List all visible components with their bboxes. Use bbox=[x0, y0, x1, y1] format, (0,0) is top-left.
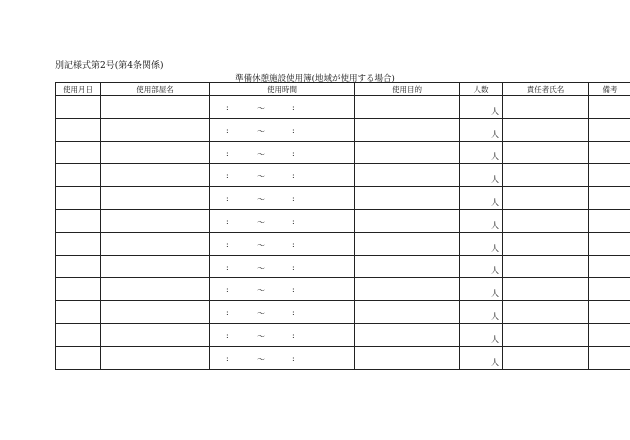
purpose-cell[interactable] bbox=[355, 301, 460, 324]
manager-cell[interactable] bbox=[503, 323, 589, 346]
count-cell[interactable] bbox=[460, 232, 503, 255]
count-cell[interactable] bbox=[460, 118, 503, 141]
count-cell[interactable] bbox=[460, 164, 503, 187]
start-time-colon: : bbox=[226, 103, 229, 112]
time-range-tilde: 〜 bbox=[257, 263, 265, 273]
manager-cell[interactable] bbox=[503, 278, 589, 301]
manager-cell[interactable] bbox=[503, 118, 589, 141]
remarks-cell[interactable] bbox=[589, 141, 630, 164]
table-row bbox=[56, 96, 630, 119]
form-number-label: 別記様式第2号(第4条関係) bbox=[55, 61, 164, 71]
date-cell[interactable] bbox=[56, 232, 101, 255]
time-cell[interactable] bbox=[210, 346, 355, 369]
manager-cell[interactable] bbox=[503, 232, 589, 255]
purpose-cell[interactable] bbox=[355, 346, 460, 369]
start-time-colon: : bbox=[226, 171, 229, 181]
purpose-cell[interactable] bbox=[355, 96, 460, 119]
table-row bbox=[56, 118, 630, 141]
start-time-colon: : bbox=[226, 125, 229, 135]
manager-cell[interactable] bbox=[503, 164, 589, 187]
date-cell[interactable] bbox=[56, 301, 101, 324]
count-unit: 人 bbox=[491, 106, 499, 116]
date-cell[interactable] bbox=[56, 209, 101, 232]
count-cell[interactable] bbox=[460, 187, 503, 210]
end-time-colon: : bbox=[292, 262, 295, 272]
table-row bbox=[56, 323, 630, 346]
remarks-cell[interactable] bbox=[589, 209, 630, 232]
start-time-colon: : bbox=[226, 308, 229, 318]
manager-cell[interactable] bbox=[503, 346, 589, 369]
purpose-cell[interactable] bbox=[355, 323, 460, 346]
time-range-tilde: 〜 bbox=[257, 217, 265, 227]
count-unit: 人 bbox=[491, 266, 499, 276]
time-cell[interactable] bbox=[210, 255, 355, 278]
manager-cell[interactable] bbox=[503, 209, 589, 232]
start-time-colon: : bbox=[226, 262, 229, 272]
time-cell[interactable] bbox=[210, 187, 355, 210]
purpose-cell[interactable] bbox=[355, 209, 460, 232]
count-cell[interactable] bbox=[460, 255, 503, 278]
end-time-colon: : bbox=[292, 194, 295, 204]
date-cell[interactable] bbox=[56, 164, 101, 187]
table-row bbox=[56, 209, 630, 232]
room-cell[interactable] bbox=[101, 187, 210, 210]
date-cell[interactable] bbox=[56, 118, 101, 141]
end-time-colon: : bbox=[292, 330, 295, 340]
header-date: 使用月日 bbox=[56, 83, 101, 96]
date-cell[interactable] bbox=[56, 141, 101, 164]
table-row bbox=[56, 346, 630, 369]
time-range-tilde: 〜 bbox=[257, 104, 265, 113]
count-unit: 人 bbox=[491, 129, 499, 139]
count-cell[interactable] bbox=[460, 323, 503, 346]
table-row bbox=[56, 278, 630, 301]
end-time-colon: : bbox=[292, 239, 295, 249]
room-cell[interactable] bbox=[101, 118, 210, 141]
end-time-colon: : bbox=[292, 148, 295, 158]
remarks-cell[interactable] bbox=[589, 323, 630, 346]
start-time-colon: : bbox=[226, 285, 229, 295]
end-time-colon: : bbox=[292, 353, 295, 363]
time-range-tilde: 〜 bbox=[257, 286, 265, 296]
purpose-cell[interactable] bbox=[355, 141, 460, 164]
start-time-colon: : bbox=[226, 239, 229, 249]
header-time: 使用時間 bbox=[210, 83, 355, 96]
manager-cell[interactable] bbox=[503, 141, 589, 164]
end-time-colon: : bbox=[292, 103, 295, 112]
table-row bbox=[56, 141, 630, 164]
count-unit: 人 bbox=[491, 220, 499, 230]
remarks-cell[interactable] bbox=[589, 232, 630, 255]
time-range-tilde: 〜 bbox=[257, 240, 265, 250]
purpose-cell[interactable] bbox=[355, 232, 460, 255]
table-row bbox=[56, 301, 630, 324]
room-cell[interactable] bbox=[101, 232, 210, 255]
count-unit: 人 bbox=[491, 311, 499, 321]
count-cell[interactable] bbox=[460, 96, 503, 119]
manager-cell[interactable] bbox=[503, 96, 589, 119]
remarks-cell[interactable] bbox=[589, 346, 630, 369]
count-unit: 人 bbox=[491, 175, 499, 185]
time-range-tilde: 〜 bbox=[257, 354, 265, 364]
header-manager: 責任者氏名 bbox=[503, 83, 589, 96]
count-cell[interactable] bbox=[460, 209, 503, 232]
count-unit: 人 bbox=[491, 243, 499, 253]
table-body bbox=[56, 96, 630, 370]
header-remarks: 備考 bbox=[589, 83, 630, 96]
end-time-colon: : bbox=[292, 308, 295, 318]
start-time-colon: : bbox=[226, 148, 229, 158]
room-cell[interactable] bbox=[101, 301, 210, 324]
start-time-colon: : bbox=[226, 353, 229, 363]
count-unit: 人 bbox=[491, 334, 499, 344]
manager-cell[interactable] bbox=[503, 187, 589, 210]
header-row bbox=[56, 83, 630, 96]
count-unit: 人 bbox=[491, 197, 499, 207]
table-row bbox=[56, 164, 630, 187]
time-range-tilde: 〜 bbox=[257, 149, 265, 159]
count-unit: 人 bbox=[491, 152, 499, 162]
remarks-cell[interactable] bbox=[589, 301, 630, 324]
remarks-cell[interactable] bbox=[589, 96, 630, 119]
count-unit: 人 bbox=[491, 357, 499, 367]
time-range-tilde: 〜 bbox=[257, 172, 265, 182]
purpose-cell[interactable] bbox=[355, 187, 460, 210]
date-cell[interactable] bbox=[56, 278, 101, 301]
date-cell[interactable] bbox=[56, 187, 101, 210]
remarks-cell[interactable] bbox=[589, 187, 630, 210]
room-cell[interactable] bbox=[101, 209, 210, 232]
table-row bbox=[56, 255, 630, 278]
room-cell[interactable] bbox=[101, 141, 210, 164]
count-cell[interactable] bbox=[460, 346, 503, 369]
time-range-tilde: 〜 bbox=[257, 331, 265, 341]
end-time-colon: : bbox=[292, 171, 295, 181]
date-cell[interactable] bbox=[56, 96, 101, 119]
header-room: 使用部屋名 bbox=[101, 83, 210, 96]
time-range-tilde: 〜 bbox=[257, 309, 265, 319]
table-row bbox=[56, 187, 630, 210]
purpose-cell[interactable] bbox=[355, 164, 460, 187]
remarks-cell[interactable] bbox=[589, 164, 630, 187]
end-time-colon: : bbox=[292, 285, 295, 295]
time-cell[interactable] bbox=[210, 301, 355, 324]
date-cell[interactable] bbox=[56, 346, 101, 369]
start-time-colon: : bbox=[226, 216, 229, 226]
date-cell[interactable] bbox=[56, 323, 101, 346]
manager-cell[interactable] bbox=[503, 301, 589, 324]
count-unit: 人 bbox=[491, 289, 499, 299]
room-cell[interactable] bbox=[101, 255, 210, 278]
room-cell[interactable] bbox=[101, 164, 210, 187]
time-range-tilde: 〜 bbox=[257, 195, 265, 205]
room-cell[interactable] bbox=[101, 278, 210, 301]
end-time-colon: : bbox=[292, 125, 295, 135]
purpose-cell[interactable] bbox=[355, 118, 460, 141]
date-cell[interactable] bbox=[56, 255, 101, 278]
purpose-cell[interactable] bbox=[355, 255, 460, 278]
count-cell[interactable] bbox=[460, 301, 503, 324]
start-time-colon: : bbox=[226, 330, 229, 340]
time-cell[interactable] bbox=[210, 323, 355, 346]
time-cell[interactable] bbox=[210, 278, 355, 301]
room-cell[interactable] bbox=[101, 96, 210, 119]
time-cell[interactable] bbox=[210, 118, 355, 141]
header-count: 人数 bbox=[460, 83, 503, 96]
time-cell[interactable] bbox=[210, 96, 355, 119]
room-cell[interactable] bbox=[101, 323, 210, 346]
start-time-colon: : bbox=[226, 194, 229, 204]
remarks-cell[interactable] bbox=[589, 255, 630, 278]
remarks-cell[interactable] bbox=[589, 278, 630, 301]
purpose-cell[interactable] bbox=[355, 278, 460, 301]
time-cell[interactable] bbox=[210, 141, 355, 164]
usage-log-table bbox=[55, 82, 630, 370]
form-title: 準備休憩施設使用簿(地域が使用する場合) bbox=[235, 74, 395, 84]
table-row bbox=[56, 232, 630, 255]
end-time-colon: : bbox=[292, 216, 295, 226]
count-cell[interactable] bbox=[460, 278, 503, 301]
remarks-cell[interactable] bbox=[589, 118, 630, 141]
time-cell[interactable] bbox=[210, 209, 355, 232]
header-purpose: 使用目的 bbox=[355, 83, 460, 96]
time-cell[interactable] bbox=[210, 232, 355, 255]
manager-cell[interactable] bbox=[503, 255, 589, 278]
time-range-tilde: 〜 bbox=[257, 126, 265, 136]
time-cell[interactable] bbox=[210, 164, 355, 187]
room-cell[interactable] bbox=[101, 346, 210, 369]
count-cell[interactable] bbox=[460, 141, 503, 164]
